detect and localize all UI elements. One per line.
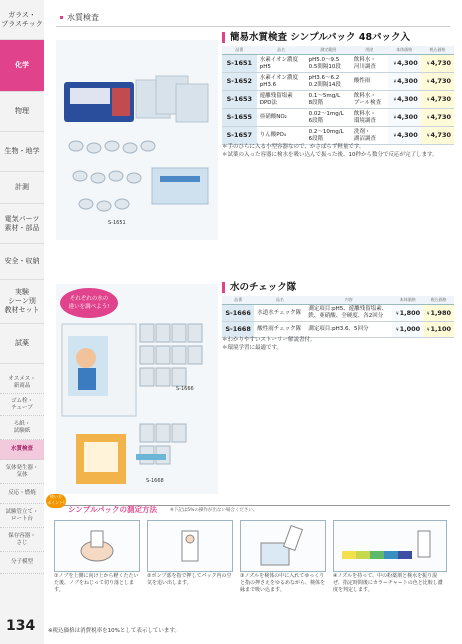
category-sidebar <box>0 0 44 644</box>
product1-title: 簡易水質検査 シンプルパック 48パック入 <box>222 32 410 43</box>
price-value: 4,730 <box>430 95 451 103</box>
sidebar-sub-reaction[interactable] <box>0 484 44 504</box>
product-range: 0.02〜1mg/L 6段階 <box>306 109 351 127</box>
product-code: S-1652 <box>222 73 257 91</box>
price-value: 1,800 <box>399 308 421 317</box>
sidebar-sub-rubber[interactable] <box>0 394 44 416</box>
price-value: 4,300 <box>397 59 418 67</box>
pump-icon <box>148 521 232 571</box>
sidebar-tab-label: 電気パーツ 素材・部品 <box>4 214 40 232</box>
sidebar-sub-label: 反応・燃焼 <box>8 490 36 496</box>
col-code: 品番 <box>222 46 257 55</box>
col-price: 本体価格 <box>392 296 423 305</box>
col-code: 品番 <box>222 296 254 305</box>
page-number: 134 <box>6 618 36 634</box>
sidebar-tab-biology[interactable] <box>0 132 44 172</box>
product-price <box>388 127 421 145</box>
product2-image-label-a: S-1666 <box>176 386 194 392</box>
section-title: 水質検査 <box>60 12 99 23</box>
footer-note: ※税込価格は消費税率を10%として表示しています。 <box>48 628 180 634</box>
col-name: 品名 <box>257 46 306 55</box>
sidebar-sub-label: ろ紙・ 試験紙 <box>13 420 31 434</box>
header-divider <box>56 26 450 27</box>
sidebar-sub-stand[interactable] <box>0 504 44 528</box>
color-chart-icon <box>334 521 446 571</box>
yen-symbol: ¥ <box>426 115 430 120</box>
sidebar-tab-label: 試薬 <box>15 339 29 347</box>
product-price-tax <box>421 55 454 73</box>
price-value: 1,980 <box>430 308 451 317</box>
product-use: 飲料水・ プール検査 <box>351 91 388 109</box>
product-name: 水素イオン濃度 pH3.6 <box>257 73 306 91</box>
product-range: 0.2〜10mg/L 6段階 <box>306 127 351 145</box>
product-use: 飲料水・ 河川調査 <box>351 55 388 73</box>
product-content: 測定項目:pH5、遊離残留塩素、 鉄、亜硝酸、全硬度、各2回分 <box>305 305 392 322</box>
price-value: 1,000 <box>399 325 421 333</box>
howto-title: シンプルパックの測定方法 <box>68 505 157 514</box>
product-code: S-1668 <box>222 322 254 338</box>
product-code: S-1666 <box>222 305 254 322</box>
product-name: りん酸PO₄ <box>257 127 306 145</box>
product-price-tax <box>421 91 454 109</box>
beaker-icon <box>241 521 325 571</box>
price-value: 4,300 <box>397 131 418 139</box>
product2-note: ＊環境学習に最適です。 <box>222 345 283 351</box>
yen-symbol: ¥ <box>396 327 399 332</box>
product-price <box>388 55 421 73</box>
sidebar-sub-filter[interactable] <box>0 416 44 440</box>
product1-photo <box>56 40 218 240</box>
price-value: 4,730 <box>430 59 451 67</box>
col-content: 内容 <box>305 296 392 305</box>
price-value: 4,300 <box>397 113 418 121</box>
product-price-tax <box>421 109 454 127</box>
product-use: 酸性雨 <box>351 73 388 91</box>
howto-badge <box>46 494 66 508</box>
product2-notes <box>222 336 452 352</box>
product-price <box>388 73 421 91</box>
price-value: 4,730 <box>430 77 451 85</box>
product-price-tax <box>421 127 454 145</box>
price-value: 4,300 <box>397 77 418 85</box>
sidebar-tab-reagent[interactable] <box>0 324 44 364</box>
col-use: 用途 <box>351 46 388 55</box>
step2-text: ②ポンプ部を指で押してパック内の空気を追い出します。 <box>147 573 232 586</box>
product1-illustration <box>56 40 218 240</box>
yen-symbol: ¥ <box>393 115 397 120</box>
product-name: 水道水チェック隊 <box>254 305 305 322</box>
product-range: pH5.0〜9.5 0.5間隔10段 <box>306 55 351 73</box>
table-row <box>222 55 454 73</box>
product1-note: ＊手のひらに入る小型容器なので、かさばらず軽量です。 <box>222 144 365 150</box>
product2-table <box>222 296 454 338</box>
step1-illustration <box>54 520 140 572</box>
sidebar-sub-label: 水質検査 <box>10 446 33 452</box>
product-name: 亜硝酸NO₂ <box>257 109 306 127</box>
sidebar-sub-model[interactable] <box>0 552 44 574</box>
sidebar-sub-label: 気体発生器・ 気体 <box>5 464 39 478</box>
yen-symbol: ¥ <box>426 310 430 316</box>
table-row <box>222 91 454 109</box>
product-range: 0.1〜5mg/L 8段階 <box>306 91 351 109</box>
sidebar-tab-label: ガラス・ プラスチック <box>1 10 43 28</box>
yen-symbol: ¥ <box>426 79 430 84</box>
product-price <box>392 305 423 322</box>
product1-table <box>222 46 454 145</box>
product2-speech-bubble <box>60 288 118 318</box>
sidebar-tab-physics[interactable] <box>0 92 44 132</box>
product-code: S-1651 <box>222 55 257 73</box>
step3-illustration <box>240 520 326 572</box>
col-price-tax: 税込価格 <box>421 46 454 55</box>
col-price: 本体価格 <box>388 46 421 55</box>
table-row <box>222 109 454 127</box>
sidebar-tab-measurement[interactable] <box>0 172 44 204</box>
sidebar-tab-sets[interactable] <box>0 280 44 324</box>
sidebar-tab-label: 安全・収納 <box>4 257 40 265</box>
step2-illustration <box>147 520 233 572</box>
product-range: pH3.6〜6.2 0.2間隔14段 <box>306 73 351 91</box>
product2-title: 水のチェック隊 <box>222 282 296 293</box>
table-row <box>222 305 454 322</box>
yen-symbol: ¥ <box>393 133 397 138</box>
product-content: 測定項目:pH3.6、5回分 <box>305 322 392 338</box>
sidebar-sub-label: ゴム栓・ チューブ <box>10 397 33 411</box>
table-row <box>222 73 454 91</box>
product-name: 水素イオン濃度 pH5 <box>257 55 306 73</box>
product-code: S-1655 <box>222 109 257 127</box>
yen-symbol: ¥ <box>426 97 430 102</box>
sidebar-tab-glass[interactable] <box>0 0 44 40</box>
yen-symbol: ¥ <box>396 310 399 316</box>
step4-illustration <box>333 520 447 572</box>
col-price-tax: 税込価格 <box>423 296 454 305</box>
sidebar-tab-label: 計測 <box>15 183 29 191</box>
col-range: 測定範囲 <box>306 46 351 55</box>
price-value: 1,100 <box>430 325 451 333</box>
sidebar-sub-gas[interactable] <box>0 460 44 484</box>
product1-note: ＊試薬の入った容器に検水を吸い込んで振った後、10秒から数分で反応が完了します。 <box>222 152 438 158</box>
yen-symbol: ¥ <box>426 133 430 138</box>
sidebar-tab-label: 化学 <box>15 61 29 69</box>
table-row <box>222 127 454 145</box>
sidebar-sub-container[interactable] <box>0 528 44 552</box>
bubble-text: それぞれの水の 違いを調べよう! <box>68 296 110 310</box>
price-value: 4,730 <box>430 113 451 121</box>
sidebar-sub-label: 保存容器・ さじ <box>8 532 36 546</box>
product-price <box>388 91 421 109</box>
sidebar-tab-label: 物理 <box>15 107 29 115</box>
yen-symbol: ¥ <box>393 61 397 66</box>
product-price-tax <box>421 73 454 91</box>
price-value: 4,730 <box>430 131 451 139</box>
sidebar-tab-label: 生物・地学 <box>4 147 40 155</box>
yen-symbol: ¥ <box>426 61 430 66</box>
product-price-tax <box>423 305 454 322</box>
sidebar-tab-electric[interactable] <box>0 204 44 244</box>
sidebar-sub-water[interactable] <box>0 440 44 460</box>
sidebar-sub-new[interactable] <box>0 372 44 394</box>
product2-note: ＊わかりやすいストーリー解説書付。 <box>222 337 316 343</box>
howto-note: ※下記は5%の操作が出ない場合ください。 <box>170 508 258 513</box>
howto-badge-text: 使い方 ポイント! <box>47 494 65 505</box>
product2-image-label-b: S-1668 <box>146 478 164 484</box>
product-use: 飲料水・ 環境調査 <box>351 109 388 127</box>
sidebar-sub-label: 試験管立て・ ロート台 <box>5 508 39 522</box>
sidebar-tab-chemistry[interactable] <box>0 40 44 92</box>
yen-symbol: ¥ <box>426 327 430 332</box>
product-name: 酸性雨チェック隊 <box>254 322 305 338</box>
sidebar-tab-safety[interactable] <box>0 244 44 280</box>
col-name: 品名 <box>254 296 305 305</box>
product-price <box>388 109 421 127</box>
product-code: S-1657 <box>222 127 257 145</box>
yen-symbol: ¥ <box>393 79 397 84</box>
sidebar-tab-label: 実験 シーン別 教材セット <box>4 288 40 314</box>
hand-icon <box>55 521 139 571</box>
product-code: S-1653 <box>222 91 257 109</box>
product1-image-label: S-1651 <box>108 220 126 226</box>
product-name: 遊離残留塩素 DPD法 <box>257 91 306 109</box>
step4-text: ④ノズルを持って、中の粉薬剤と検水を振り混ぜ、指定時間後にカラーチャートの色と比較し濃度を判定します。 <box>333 573 443 593</box>
step1-text: ①ノブを上側に向け上から軽くたたいた後、ノブをねじって切り落とします。 <box>54 573 139 593</box>
price-value: 4,300 <box>397 95 418 103</box>
product1-notes <box>222 143 452 159</box>
yen-symbol: ¥ <box>393 97 397 102</box>
sidebar-sub-label: 分子模型 <box>10 559 33 565</box>
step3-text: ③ノズルを検体の中に入れてゆっくりと指の押さえをゆるめながら、検体を縁まで吸い込ます。 <box>240 573 326 593</box>
product-use: 洗剤・ 湖沼調査 <box>351 127 388 145</box>
sidebar-sub-label: オスメス・ 新商品 <box>8 375 36 389</box>
